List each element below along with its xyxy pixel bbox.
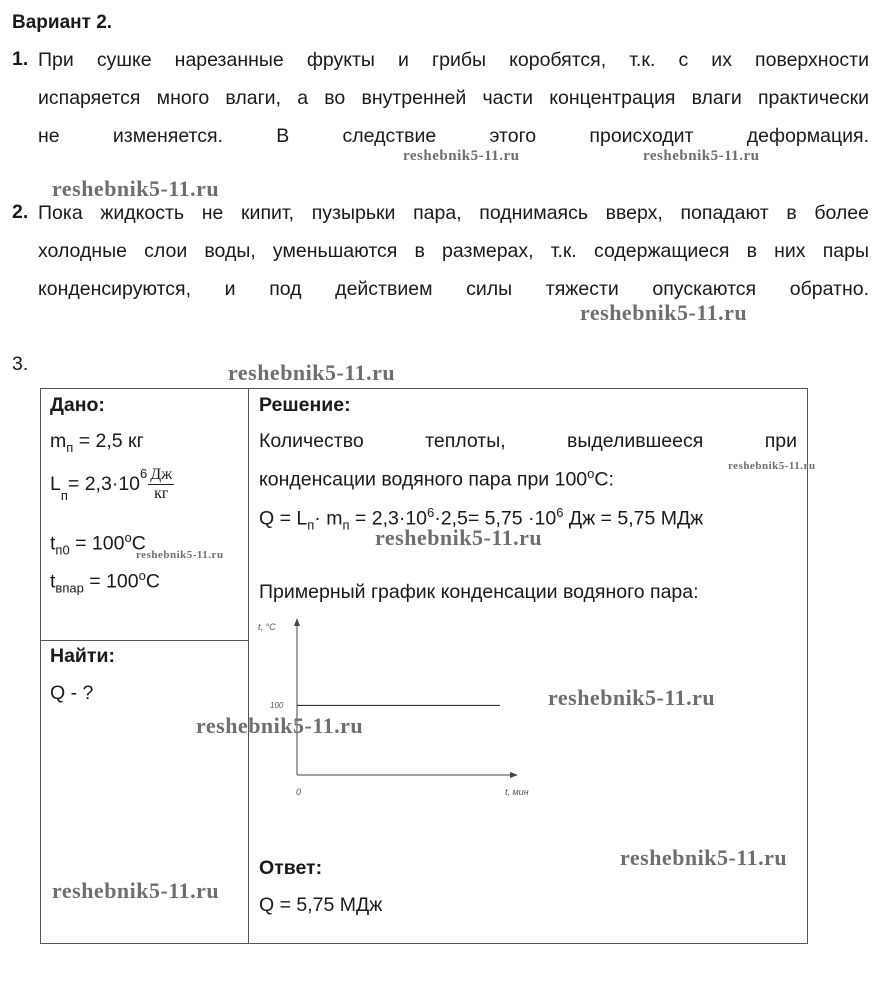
origin-label: 0 — [296, 787, 302, 797]
watermark: reshebnik5-11.ru — [52, 176, 220, 201]
q2-answer: Пока жидкость не кипит, пузырьки пара, поднимаясь вверх, попадают в более холодные слои воды, уменьшаются в размерах, т.к. содержащиеся в них пары конденсируются, и под действием силы тяжести опускаются обратно. — [38, 202, 869, 300]
x-axis-arrow — [510, 772, 518, 778]
solution-line-1: Количество теплоты, выделившееся при — [259, 430, 797, 452]
given-latent-heat: L $_п$ = 2,3·10 $^6$ $\frac{Дж}{кг}$ — [50, 466, 173, 503]
find-value: Q - ? — [50, 682, 94, 704]
graph-caption: Примерный график конденсации водяного пара: — [259, 581, 699, 603]
x-axis-label: t, мин — [505, 787, 529, 797]
solution-heading: Решение: — [259, 394, 351, 416]
given-heading: Дано: — [50, 394, 105, 416]
watermark: reshebnik5-11.ru — [403, 148, 520, 164]
watermark: reshebnik5-11.ru — [548, 685, 716, 710]
watermark: reshebnik5-11.ru — [643, 148, 760, 164]
solution-formula: $Q = L_п\cdot m_п = 2,3\cdot 10^6\cdot 2,5= 5,75 \cdot 10^6$ Дж = 5,75 МДж — [259, 505, 704, 533]
given-tvap: $t_{впар} = 100^oC$ — [50, 568, 160, 596]
watermark: reshebnik5-11.ru — [196, 713, 364, 738]
condensation-graph — [250, 610, 550, 805]
y-axis-arrow — [294, 618, 300, 626]
q1-number: 1. — [12, 48, 29, 70]
y-axis-label: t, °C — [258, 622, 276, 632]
row-divider — [40, 640, 248, 641]
watermark: reshebnik5-11.ru — [620, 845, 788, 870]
q2-number: 2. — [12, 201, 29, 223]
given-t0: $t_{п0} = 100^oC$ — [50, 530, 146, 558]
watermark: reshebnik5-11.ru — [52, 878, 220, 903]
q1-answer: При сушке нарезанные фрукты и грибы коробятся, т.к. с их поверхности испаряется много влаги, а во внутренней части концентрация влаги практически не изменяется. В следствие этого происходит деформация. — [38, 49, 869, 147]
watermark: reshebnik5-11.ru — [228, 360, 396, 385]
watermark: reshebnik5-11.ru — [580, 300, 748, 325]
column-divider — [248, 388, 249, 943]
given-mass: $m_п = 2,5$ кг — [50, 430, 144, 455]
q3-number: 3. — [12, 353, 29, 375]
watermark: reshebnik5-11.ru — [375, 525, 543, 550]
watermark: reshebnik5-11.ru — [136, 549, 224, 561]
variant-title: Вариант 2. — [12, 12, 113, 33]
y-tick-100: 100 — [270, 701, 284, 710]
solution-line-2: конденсации водяного пара при 100$^o$C: — [259, 466, 614, 491]
unit-fraction: $\frac{Дж}{кг}$ — [150, 466, 173, 502]
answer-value: Q = 5,75 МДж — [259, 894, 383, 916]
answer-heading: Ответ: — [259, 857, 323, 879]
watermark: reshebnik5-11.ru — [728, 460, 816, 472]
find-heading: Найти: — [50, 645, 115, 667]
